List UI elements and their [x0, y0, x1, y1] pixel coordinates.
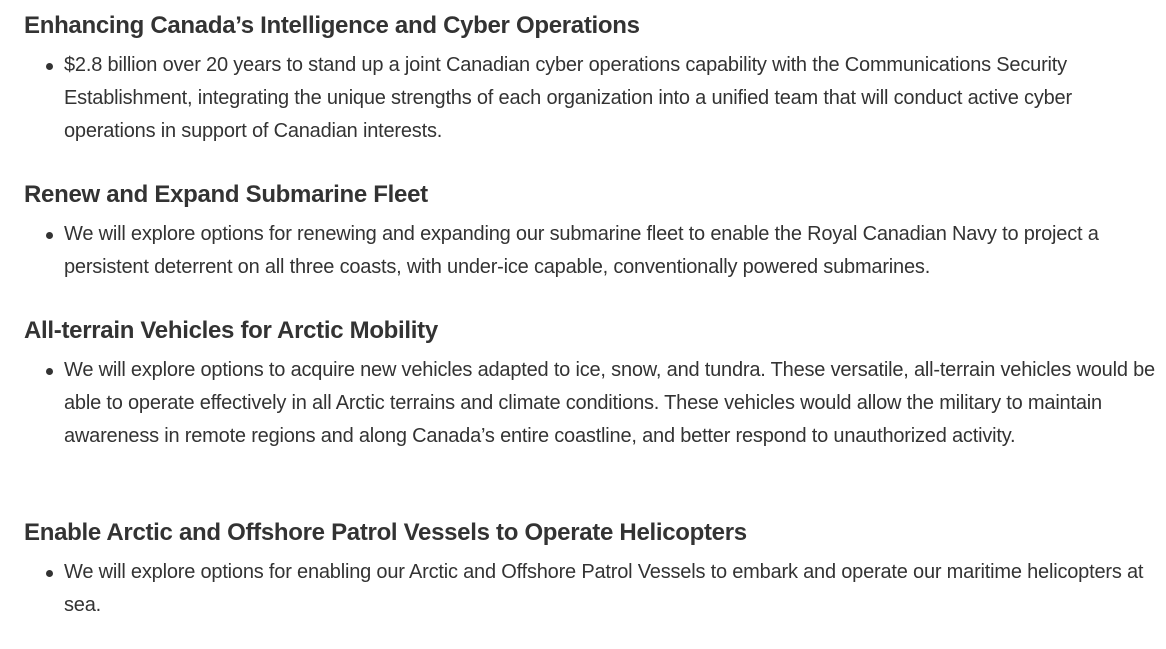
list-item-text: We will explore options for enabling our Arctic and Offshore Patrol Vessels to embark and operate our maritime helicopters at sea. — [64, 561, 1144, 616]
list-item — [24, 354, 1156, 453]
section-heading: Enable Arctic and Offshore Patrol Vessels to Operate Helicopters — [24, 519, 747, 546]
bullet-icon — [46, 570, 53, 577]
section-submarine-fleet — [24, 180, 1156, 284]
list-item-text: $2.8 billion over 20 years to stand up a joint Canadian cyber operations capability with the Communications Security Establishment, integrating the unique strengths of each organization into a unified team that will conduct active cyber operations in support of Canadian interests. — [64, 54, 1072, 142]
section-patrol-vessels — [24, 518, 1156, 622]
list-item — [24, 218, 1156, 284]
bullet-icon — [46, 232, 53, 239]
section-heading: Enhancing Canada’s Intelligence and Cyber Operations — [24, 12, 640, 39]
list-item-text: We will explore options to acquire new vehicles adapted to ice, snow, and tundra. These versatile, all-terrain vehicles would be able to operate effectively in all Arctic terrains and climate conditions. These vehicles would allow the military to maintain awareness in remote regions and along Canada’s entire coastline, and better respond to unauthorized activity. — [64, 359, 1155, 447]
bullet-list — [24, 218, 1156, 284]
list-item — [24, 556, 1156, 622]
bullet-list — [24, 556, 1156, 622]
bullet-list — [24, 354, 1156, 453]
bullet-icon — [46, 368, 53, 375]
bullet-icon — [46, 63, 53, 70]
list-item — [24, 49, 1156, 148]
bullet-list — [24, 49, 1156, 148]
list-item-text: We will explore options for renewing and expanding our submarine fleet to enable the Royal Canadian Navy to project a persistent deterrent on all three coasts, with under-ice capable, conventionally powered submarines. — [64, 223, 1099, 278]
section-heading: All-terrain Vehicles for Arctic Mobility — [24, 317, 438, 344]
section-heading: Renew and Expand Submarine Fleet — [24, 181, 428, 208]
section-cyber-operations — [24, 11, 1156, 148]
section-arctic-vehicles — [24, 316, 1156, 453]
